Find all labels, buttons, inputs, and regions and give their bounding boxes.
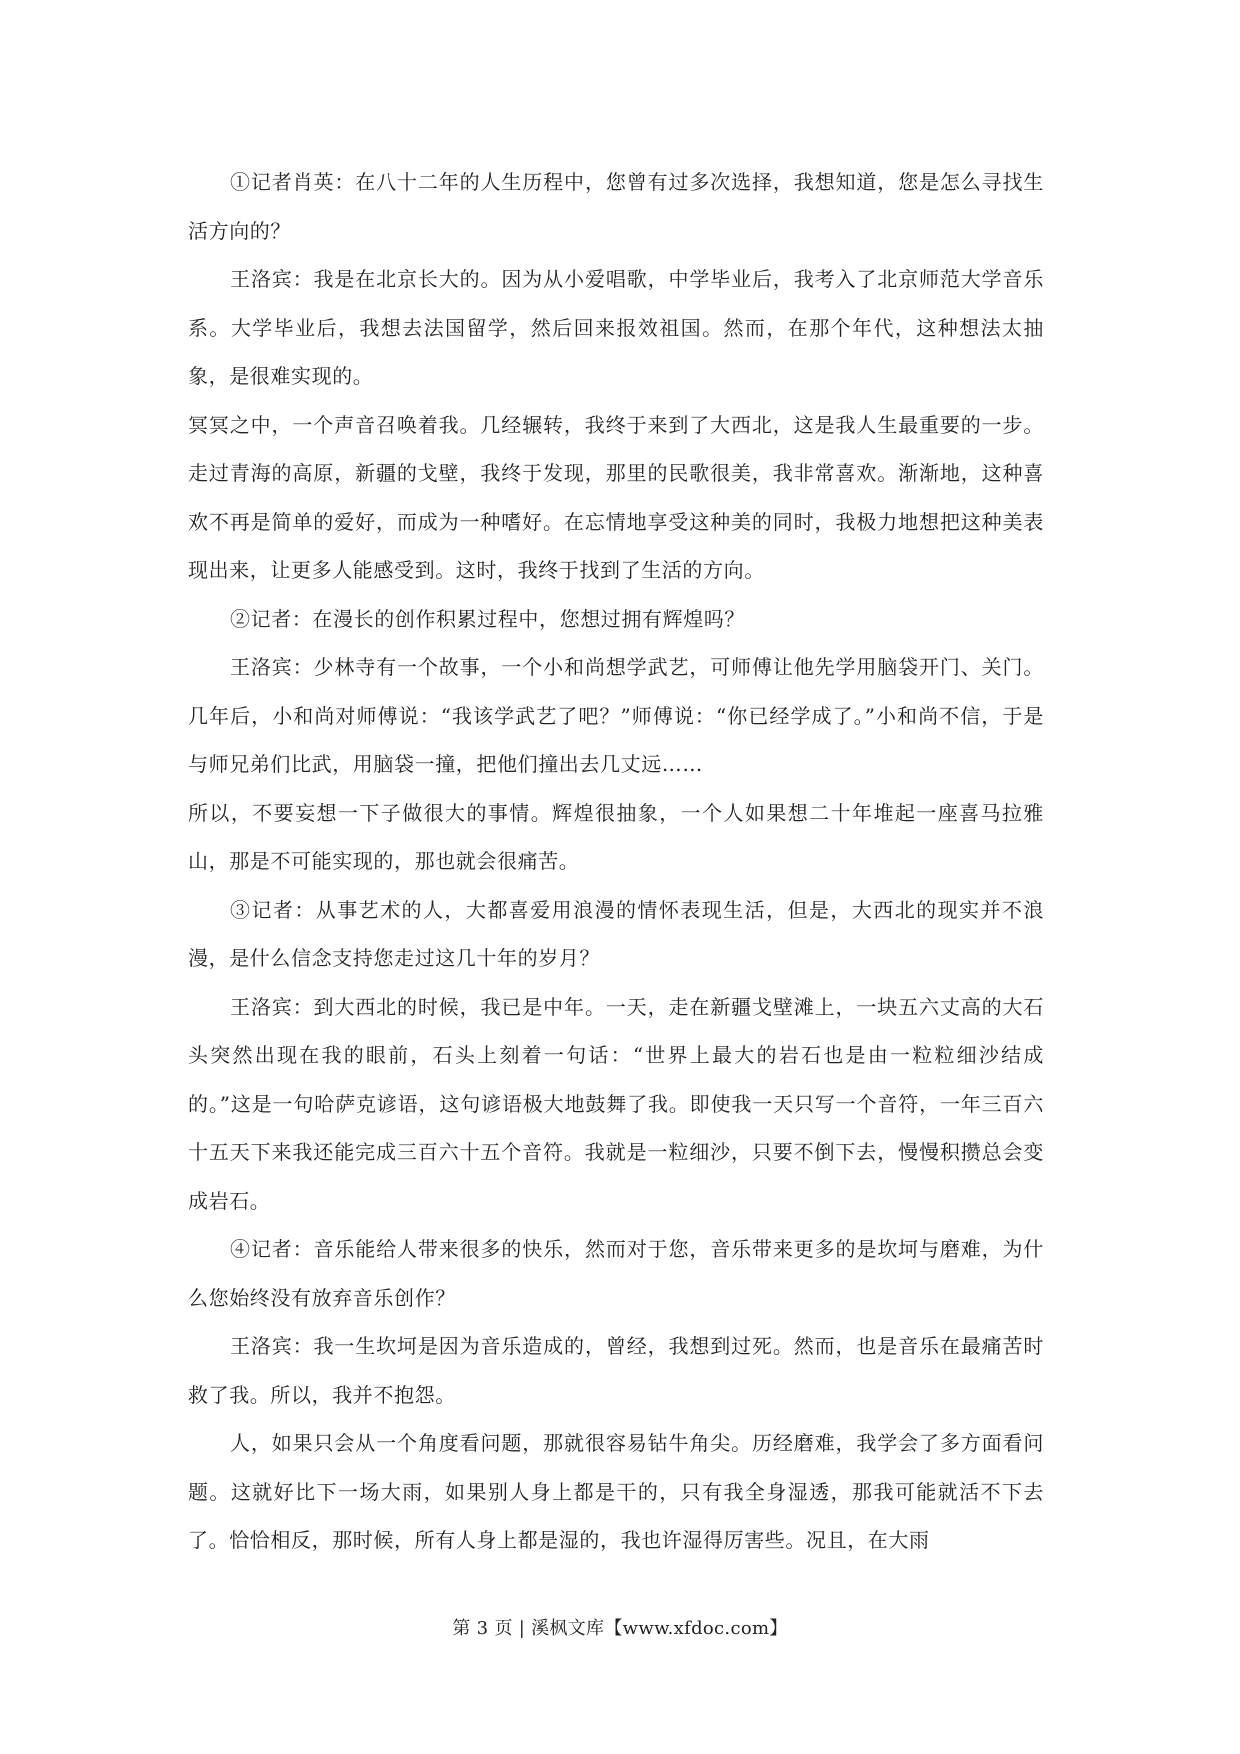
- paragraph-question-3: ③记者：从事艺术的人，大都喜爱用浪漫的情怀表现生活，但是，大西北的现实并不浪漫，是什么信念支持您走过这几十年的岁月？: [188, 897, 1044, 970]
- paragraph-answer-2: 王洛宾：少林寺有一个故事，一个小和尚想学武艺，可师傅让他先学用脑袋开门、关门。几年后，小和尚对师傅说：“我该学武艺了吧？”师傅说：“你已经学成了。”小和尚不信，于是与师兄弟们比武，用脑袋一撞，把他们撞出去几丈远……: [188, 655, 1044, 776]
- paragraph-answer-3: 王洛宾：到大西北的时候，我已是中年。一天，走在新疆戈壁滩上，一块五六丈高的大石头突然出现在我的眼前，石头上刻着一句话：“世界上最大的岩石也是由一粒粒细沙结成的。”这是一句哈萨克谚语，这句谚语极大地鼓舞了我。即使我一天只写一个音符，一年三百六十五天下来我还能完成三百六十五个音符。我就是一粒细沙，只要不倒下去，慢慢积攒总会变成岩石。: [188, 994, 1044, 1213]
- paragraph-answer-1-continued: 冥冥之中，一个声音召唤着我。几经辗转，我终于来到了大西北，这是我人生最重要的一步。走过青海的高原，新疆的戈壁，我终于发现，那里的民歌很美，我非常喜欢。渐渐地，这种喜欢不再是简单的爱好，而成为一种嗜好。在忘情地享受这种美的同时，我极力地想把这种美表现出来，让更多人能感受到。这时，我终于找到了生活的方向。: [188, 412, 1044, 582]
- paragraph-answer-1: 王洛宾：我是在北京长大的。因为从小爱唱歌，中学毕业后，我考入了北京师范大学音乐系。大学毕业后，我想去法国留学，然后回来报效祖国。然而，在那个年代，这种想法太抽象，是很难实现的。: [188, 267, 1044, 388]
- paragraph-answer-4: 王洛宾：我一生坎坷是因为音乐造成的，曾经，我想到过死。然而，也是音乐在最痛苦时救了我。所以，我并不抱怨。: [188, 1334, 1044, 1407]
- paragraph-answer-4-continued: 人，如果只会从一个角度看问题，那就很容易钻牛角尖。历经磨难，我学会了多方面看问题。这就好比下一场大雨，如果别人身上都是干的，只有我全身湿透，那我可能就活不下去了。恰恰相反，那时候，所有人身上都是湿的，我也许湿得厉害些。况且，在大雨: [188, 1431, 1044, 1552]
- article-body: [188, 158, 1044, 1565]
- page-footer: 第 3 页 | 溪枫文库【www.xfdoc.com】: [452, 1618, 788, 1639]
- paragraph-question-1: ①记者肖英：在八十二年的人生历程中，您曾有过多次选择，我想知道，您是怎么寻找生活方向的？: [188, 170, 1044, 243]
- paragraph-answer-2-continued: 所以，不要妄想一下子做很大的事情。辉煌很抽象，一个人如果想二十年堆起一座喜马拉雅山，那是不可能实现的，那也就会很痛苦。: [188, 800, 1044, 873]
- paragraph-question-4: ④记者：音乐能给人带来很多的快乐，然而对于您，音乐带来更多的是坎坷与磨难，为什么您始终没有放弃音乐创作？: [188, 1237, 1044, 1310]
- paragraph-question-2: ②记者：在漫长的创作积累过程中，您想过拥有辉煌吗？: [230, 606, 745, 631]
